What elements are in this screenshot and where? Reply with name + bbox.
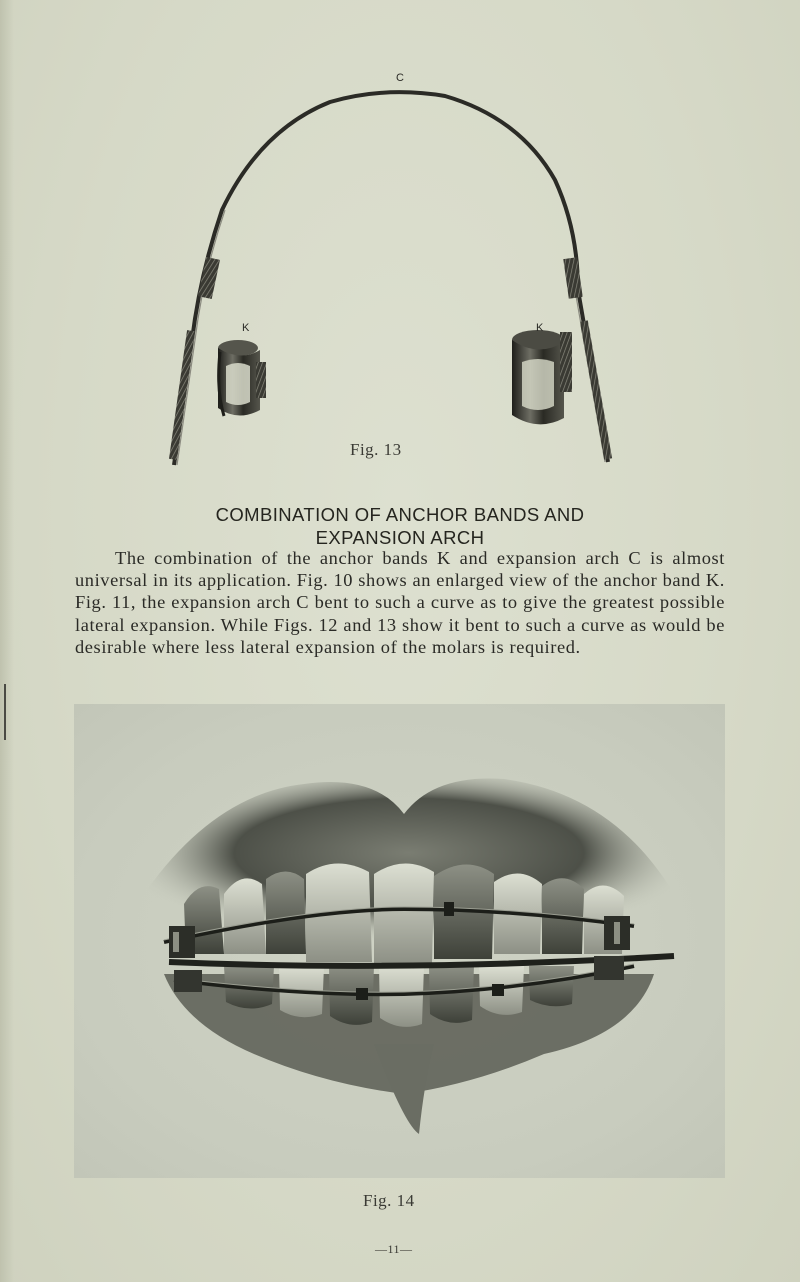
expansion-arch-drawing — [160, 70, 640, 480]
margin-mark — [4, 684, 6, 740]
right-anchor-band — [512, 330, 572, 424]
figure-13-illustration — [160, 70, 640, 480]
section-heading — [100, 503, 700, 549]
left-anchor-band — [218, 340, 266, 416]
figure-13-caption: Fig. 13 — [350, 440, 402, 459]
page-number: —11— — [375, 1242, 413, 1256]
heading-line-1: COMBINATION OF ANCHOR BANDS AND — [215, 504, 585, 525]
figure-14-photograph — [74, 704, 725, 1178]
label-c: C — [396, 72, 404, 84]
label-k-right: K — [536, 322, 544, 334]
dental-model-photo — [74, 704, 725, 1178]
label-k-left: K — [242, 322, 250, 334]
spine-shadow — [0, 0, 14, 1282]
figure-14-caption: Fig. 14 — [363, 1191, 415, 1210]
body-paragraph-container — [75, 547, 725, 658]
body-paragraph: The combination of the anchor bands K and expansion arch C is almost universal in its application. Fig. 10 shows an enlarged view of the anchor band K. Fig. 11, the expansion arch C bent to such a curve as to give the greatest possible lateral expansion. While Figs. 12 and 13 show it bent to such a curve as would be desirable where less lateral expansion of the molars is required. — [75, 548, 726, 657]
heading-line-2: EXPANSION ARCH — [315, 527, 485, 548]
